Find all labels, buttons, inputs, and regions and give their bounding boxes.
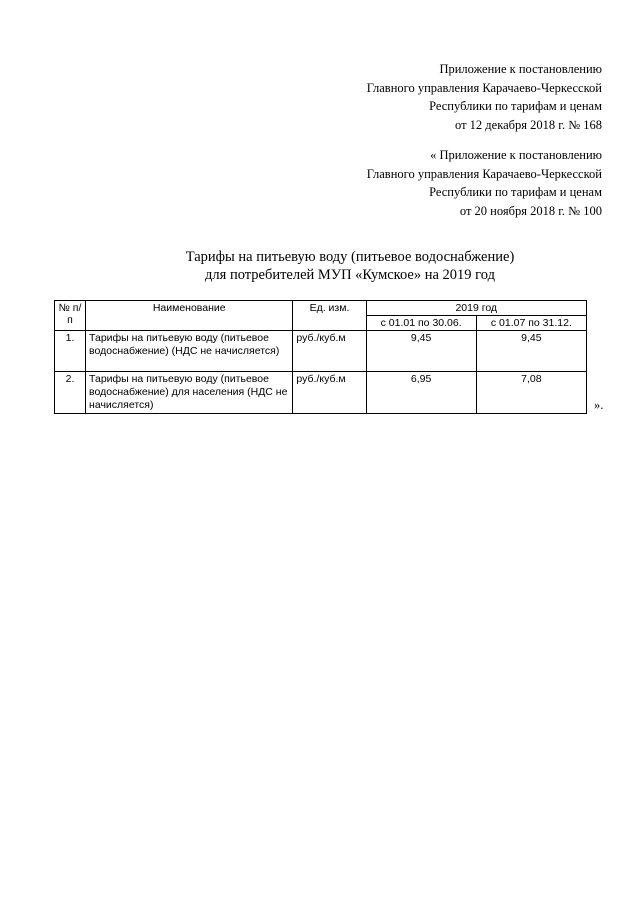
row-number: 1. [55, 331, 86, 372]
row-value-period-2: 7,08 [476, 372, 586, 414]
column-header-unit: Ед. изм. [293, 301, 366, 331]
column-header-number: № п/п [55, 301, 86, 331]
appendix-header-line: Приложение к постановлению [439, 62, 602, 76]
column-header-period-2: с 01.07 по 31.12. [476, 316, 586, 331]
appendix-header-line: от 20 ноября 2018 г. № 100 [459, 203, 602, 218]
appendix-header-line: « Приложение к постановлению [430, 148, 602, 162]
document-title [0, 248, 640, 284]
closing-quote: ». [594, 398, 604, 412]
column-header-year: 2019 год [366, 301, 586, 316]
table-row [55, 372, 587, 414]
row-value-period-2: 9,45 [476, 331, 586, 372]
row-value-period-1: 6,95 [366, 372, 476, 414]
document-title-line: Тарифы на питьевую воду (питьевое водоснабжение) [185, 249, 515, 265]
appendix-header-line: Главного управления Карачаево-Черкесской [366, 80, 602, 95]
row-name: Тарифы на питьевую воду (питьевое водоснабжение) (НДС не начисляется) [86, 331, 293, 372]
column-header-name: Наименование [86, 301, 293, 331]
tariff-table [54, 300, 587, 414]
previous-appendix-header [367, 146, 602, 220]
row-name: Тарифы на питьевую воду (питьевое водоснабжение) для населения (НДС не начисляется) [86, 372, 293, 414]
row-value-period-1: 9,45 [366, 331, 476, 372]
appendix-header-line: от 12 декабря 2018 г. № 168 [454, 117, 602, 132]
table-header-row [55, 301, 587, 316]
row-unit: руб./куб.м [293, 372, 366, 414]
row-unit: руб./куб.м [293, 331, 366, 372]
document-title-line: для потребителей МУП «Кумское» на 2019 год [205, 267, 495, 283]
row-number: 2. [55, 372, 86, 414]
appendix-header-line: Республики по тарифам и ценам [429, 185, 602, 199]
appendix-header [367, 60, 602, 134]
appendix-header-line: Республики по тарифам и ценам [429, 99, 602, 113]
appendix-header-line: Главного управления Карачаево-Черкесской [366, 166, 602, 181]
column-header-period-1: с 01.01 по 30.06. [366, 316, 476, 331]
table-row [55, 331, 587, 372]
